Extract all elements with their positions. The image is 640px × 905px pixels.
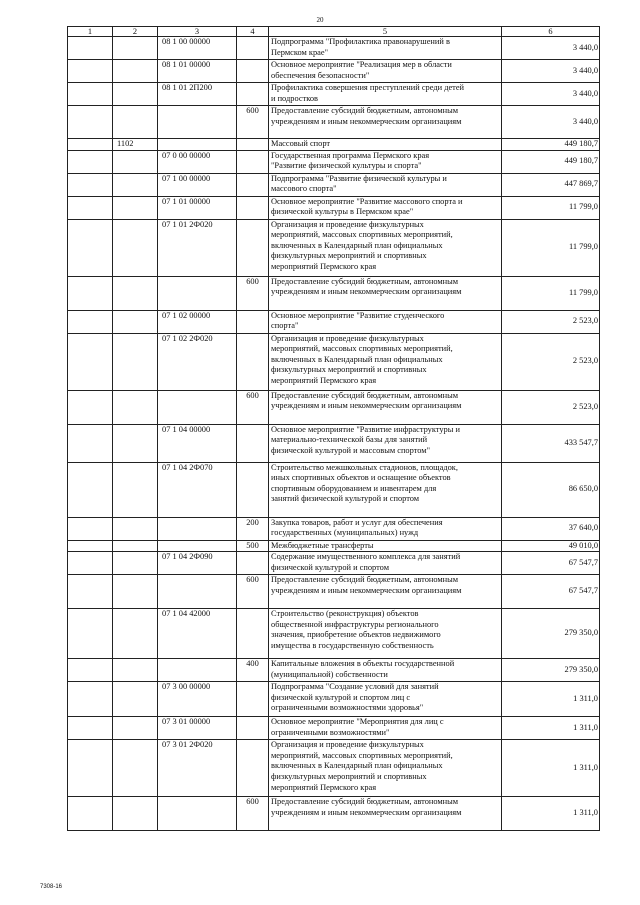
row-section-code: [113, 517, 158, 540]
table-row: [68, 60, 600, 83]
row-amount: 2 523,0: [502, 310, 600, 333]
row-target-code: 07 1 01 00000: [158, 196, 237, 219]
row-target-code: 07 1 04 2Ф090: [158, 552, 237, 575]
row-description: Основное мероприятие "Мероприятия для лиц с ограниченными возможностями": [269, 717, 502, 740]
row-amount: 37 640,0: [502, 517, 600, 540]
row-section-code: [113, 552, 158, 575]
row-section-code: [113, 310, 158, 333]
table-row: [68, 173, 600, 196]
row-target-code: [158, 276, 237, 310]
row-col-1: [68, 575, 113, 609]
header-col-3: 3: [158, 27, 237, 37]
row-expense-type: [237, 60, 269, 83]
row-section-code: [113, 797, 158, 831]
row-expense-type: 600: [237, 390, 269, 424]
table-row: [68, 37, 600, 60]
row-col-1: [68, 797, 113, 831]
row-section-code: [113, 717, 158, 740]
table-row: [68, 682, 600, 717]
row-expense-type: [237, 552, 269, 575]
row-section-code: [113, 424, 158, 462]
table-row: [68, 517, 600, 540]
row-description: Предоставление субсидий бюджетным, автономным учреждениям и иным некоммерческим организациям: [269, 276, 502, 310]
row-amount: 3 440,0: [502, 37, 600, 60]
table-row: [68, 575, 600, 609]
row-description: Государственная программа Пермского края "Развитие физической культуры и спорта": [269, 150, 502, 173]
row-target-code: 08 1 01 2П200: [158, 83, 237, 106]
row-col-1: [68, 60, 113, 83]
table-row: [68, 717, 600, 740]
header-col-4: 4: [237, 27, 269, 37]
row-amount: 449 180,7: [502, 150, 600, 173]
table-row: [68, 139, 600, 151]
row-target-code: 07 1 01 2Ф020: [158, 219, 237, 276]
row-expense-type: 500: [237, 540, 269, 552]
row-description: Основное мероприятие "Реализация мер в области обеспечения безопасности": [269, 60, 502, 83]
row-col-1: [68, 462, 113, 517]
row-target-code: [158, 390, 237, 424]
row-section-code: [113, 276, 158, 310]
row-amount: 2 523,0: [502, 333, 600, 390]
row-amount: 1 311,0: [502, 797, 600, 831]
header-col-6: 6: [502, 27, 600, 37]
row-target-code: 08 1 00 00000: [158, 37, 237, 60]
row-target-code: 07 1 02 2Ф020: [158, 333, 237, 390]
row-col-1: [68, 540, 113, 552]
header-col-1: 1: [68, 27, 113, 37]
row-expense-type: [237, 196, 269, 219]
row-target-code: 07 1 04 2Ф070: [158, 462, 237, 517]
row-section-code: [113, 575, 158, 609]
row-section-code: [113, 740, 158, 797]
row-description: Межбюджетные трансферты: [269, 540, 502, 552]
row-expense-type: [237, 219, 269, 276]
row-section-code: [113, 682, 158, 717]
row-col-1: [68, 276, 113, 310]
row-target-code: 07 3 01 2Ф020: [158, 740, 237, 797]
header-col-5: 5: [269, 27, 502, 37]
row-expense-type: [237, 83, 269, 106]
table-row: [68, 552, 600, 575]
row-section-code: [113, 609, 158, 659]
table-row: [68, 659, 600, 682]
row-description: Предоставление субсидий бюджетным, автономным учреждениям и иным некоммерческим организациям: [269, 575, 502, 609]
row-target-code: 07 3 01 00000: [158, 717, 237, 740]
row-col-1: [68, 390, 113, 424]
footer-code: 7308-16: [40, 884, 63, 890]
table-row: [68, 390, 600, 424]
row-target-code: 07 3 00 00000: [158, 682, 237, 717]
row-amount: 447 869,7: [502, 173, 600, 196]
budget-table: [67, 26, 600, 831]
table-row: [68, 540, 600, 552]
row-col-1: [68, 310, 113, 333]
row-amount: 3 440,0: [502, 83, 600, 106]
row-description: Организация и проведение физкультурных мероприятий, массовых спортивных мероприятий, включенных в Календарный план официальных физкультурных мероприятий и спортивных мероприятий Пермского края: [269, 740, 502, 797]
row-col-1: [68, 682, 113, 717]
row-target-code: [158, 517, 237, 540]
row-description: Предоставление субсидий бюджетным, автономным учреждениям и иным некоммерческим организациям: [269, 797, 502, 831]
row-section-code: [113, 37, 158, 60]
row-expense-type: [237, 173, 269, 196]
table-row: [68, 83, 600, 106]
row-amount: 1 311,0: [502, 682, 600, 717]
row-expense-type: [237, 740, 269, 797]
row-section-code: [113, 60, 158, 83]
row-expense-type: [237, 462, 269, 517]
row-target-code: [158, 659, 237, 682]
table-row: [68, 106, 600, 139]
row-col-1: [68, 83, 113, 106]
table-row: [68, 424, 600, 462]
row-expense-type: 600: [237, 797, 269, 831]
row-amount: 433 547,7: [502, 424, 600, 462]
row-expense-type: [237, 333, 269, 390]
row-section-code: 1102: [113, 139, 158, 151]
row-col-1: [68, 37, 113, 60]
row-amount: 279 350,0: [502, 659, 600, 682]
row-col-1: [68, 173, 113, 196]
row-description: Содержание имущественного комплекса для занятий физической культурой и спортом: [269, 552, 502, 575]
table-row: [68, 462, 600, 517]
table-row: [68, 609, 600, 659]
row-target-code: [158, 540, 237, 552]
row-expense-type: [237, 717, 269, 740]
row-section-code: [113, 173, 158, 196]
row-amount: 11 799,0: [502, 196, 600, 219]
row-description: Основное мероприятие "Развитие массового спорта и физической культуры в Пермском крае": [269, 196, 502, 219]
row-target-code: [158, 797, 237, 831]
row-section-code: [113, 462, 158, 517]
page-number: 20: [316, 16, 324, 24]
row-description: Предоставление субсидий бюджетным, автономным учреждениям и иным некоммерческим организациям: [269, 106, 502, 139]
table-row: [68, 150, 600, 173]
row-target-code: 07 1 04 42000: [158, 609, 237, 659]
row-expense-type: [237, 37, 269, 60]
row-col-1: [68, 609, 113, 659]
row-col-1: [68, 717, 113, 740]
row-description: Основное мероприятие "Развитие инфраструктуры и материально-технической базы для занятий физической культурой и массовым спортом": [269, 424, 502, 462]
row-description: Основное мероприятие "Развитие студенческого спорта": [269, 310, 502, 333]
row-target-code: 07 0 00 00000: [158, 150, 237, 173]
row-col-1: [68, 219, 113, 276]
row-expense-type: [237, 609, 269, 659]
row-col-1: [68, 424, 113, 462]
row-description: Закупка товаров, работ и услуг для обеспечения государственных (муниципальных) нужд: [269, 517, 502, 540]
row-target-code: [158, 139, 237, 151]
row-description: Капитальные вложения в объекты государственной (муниципальной) собственности: [269, 659, 502, 682]
table-row: [68, 310, 600, 333]
row-amount: 1 311,0: [502, 740, 600, 797]
row-section-code: [113, 150, 158, 173]
row-description: Строительство межшкольных стадионов, площадок, иных спортивных объектов и оснащение объектов спортивным оборудованием и инвентарем для занятий физической культурой и спортом: [269, 462, 502, 517]
row-section-code: [113, 219, 158, 276]
row-description: Подпрограмма "Развитие физической культуры и массового спорта": [269, 173, 502, 196]
row-target-code: [158, 106, 237, 139]
row-amount: 11 799,0: [502, 276, 600, 310]
row-amount: 67 547,7: [502, 552, 600, 575]
row-section-code: [113, 106, 158, 139]
row-section-code: [113, 333, 158, 390]
row-expense-type: [237, 424, 269, 462]
row-col-1: [68, 139, 113, 151]
row-amount: 3 440,0: [502, 60, 600, 83]
row-target-code: 07 1 00 00000: [158, 173, 237, 196]
row-section-code: [113, 540, 158, 552]
row-expense-type: [237, 682, 269, 717]
row-amount: 86 650,0: [502, 462, 600, 517]
row-section-code: [113, 196, 158, 219]
row-section-code: [113, 390, 158, 424]
row-description: Строительство (реконструкция) объектов общественной инфраструктуры регионального значения, приобретение объектов недвижимого имущества в государственную собственность: [269, 609, 502, 659]
table-header-row: [68, 27, 600, 37]
row-expense-type: 200: [237, 517, 269, 540]
table-row: [68, 740, 600, 797]
table-row: [68, 333, 600, 390]
table-row: [68, 219, 600, 276]
row-section-code: [113, 659, 158, 682]
row-amount: 67 547,7: [502, 575, 600, 609]
row-expense-type: [237, 139, 269, 151]
row-description: Организация и проведение физкультурных мероприятий, массовых спортивных мероприятий, включенных в Календарный план официальных физкультурных мероприятий и спортивных мероприятий Пермского края: [269, 219, 502, 276]
table-row: [68, 797, 600, 831]
row-col-1: [68, 150, 113, 173]
row-col-1: [68, 517, 113, 540]
row-col-1: [68, 740, 113, 797]
row-col-1: [68, 333, 113, 390]
row-expense-type: [237, 310, 269, 333]
row-amount: 11 799,0: [502, 219, 600, 276]
row-amount: 279 350,0: [502, 609, 600, 659]
row-col-1: [68, 659, 113, 682]
row-col-1: [68, 196, 113, 219]
row-target-code: [158, 575, 237, 609]
row-description: Подпрограмма "Профилактика правонарушений в Пермском крае": [269, 37, 502, 60]
row-target-code: 08 1 01 00000: [158, 60, 237, 83]
row-description: Организация и проведение физкультурных мероприятий, массовых спортивных мероприятий, включенных в Календарный план официальных физкультурных мероприятий и спортивных мероприятий Пермского края: [269, 333, 502, 390]
row-col-1: [68, 106, 113, 139]
row-amount: 449 180,7: [502, 139, 600, 151]
row-description: Подпрограмма "Создание условий для занятий физической культурой и спортом лиц с ограниченными возможностями здоровья": [269, 682, 502, 717]
row-target-code: 07 1 02 00000: [158, 310, 237, 333]
table-row: [68, 196, 600, 219]
header-col-2: 2: [113, 27, 158, 37]
row-amount: 49 010,0: [502, 540, 600, 552]
row-section-code: [113, 83, 158, 106]
row-expense-type: 400: [237, 659, 269, 682]
row-col-1: [68, 552, 113, 575]
row-expense-type: [237, 150, 269, 173]
row-description: Предоставление субсидий бюджетным, автономным учреждениям и иным некоммерческим организациям: [269, 390, 502, 424]
row-expense-type: 600: [237, 106, 269, 139]
row-description: Массовый спорт: [269, 139, 502, 151]
row-amount: 1 311,0: [502, 717, 600, 740]
row-expense-type: 600: [237, 276, 269, 310]
row-target-code: 07 1 04 00000: [158, 424, 237, 462]
table-row: [68, 276, 600, 310]
row-amount: 2 523,0: [502, 390, 600, 424]
row-description: Профилактика совершения преступлений среди детей и подростков: [269, 83, 502, 106]
row-amount: 3 440,0: [502, 106, 600, 139]
row-expense-type: 600: [237, 575, 269, 609]
